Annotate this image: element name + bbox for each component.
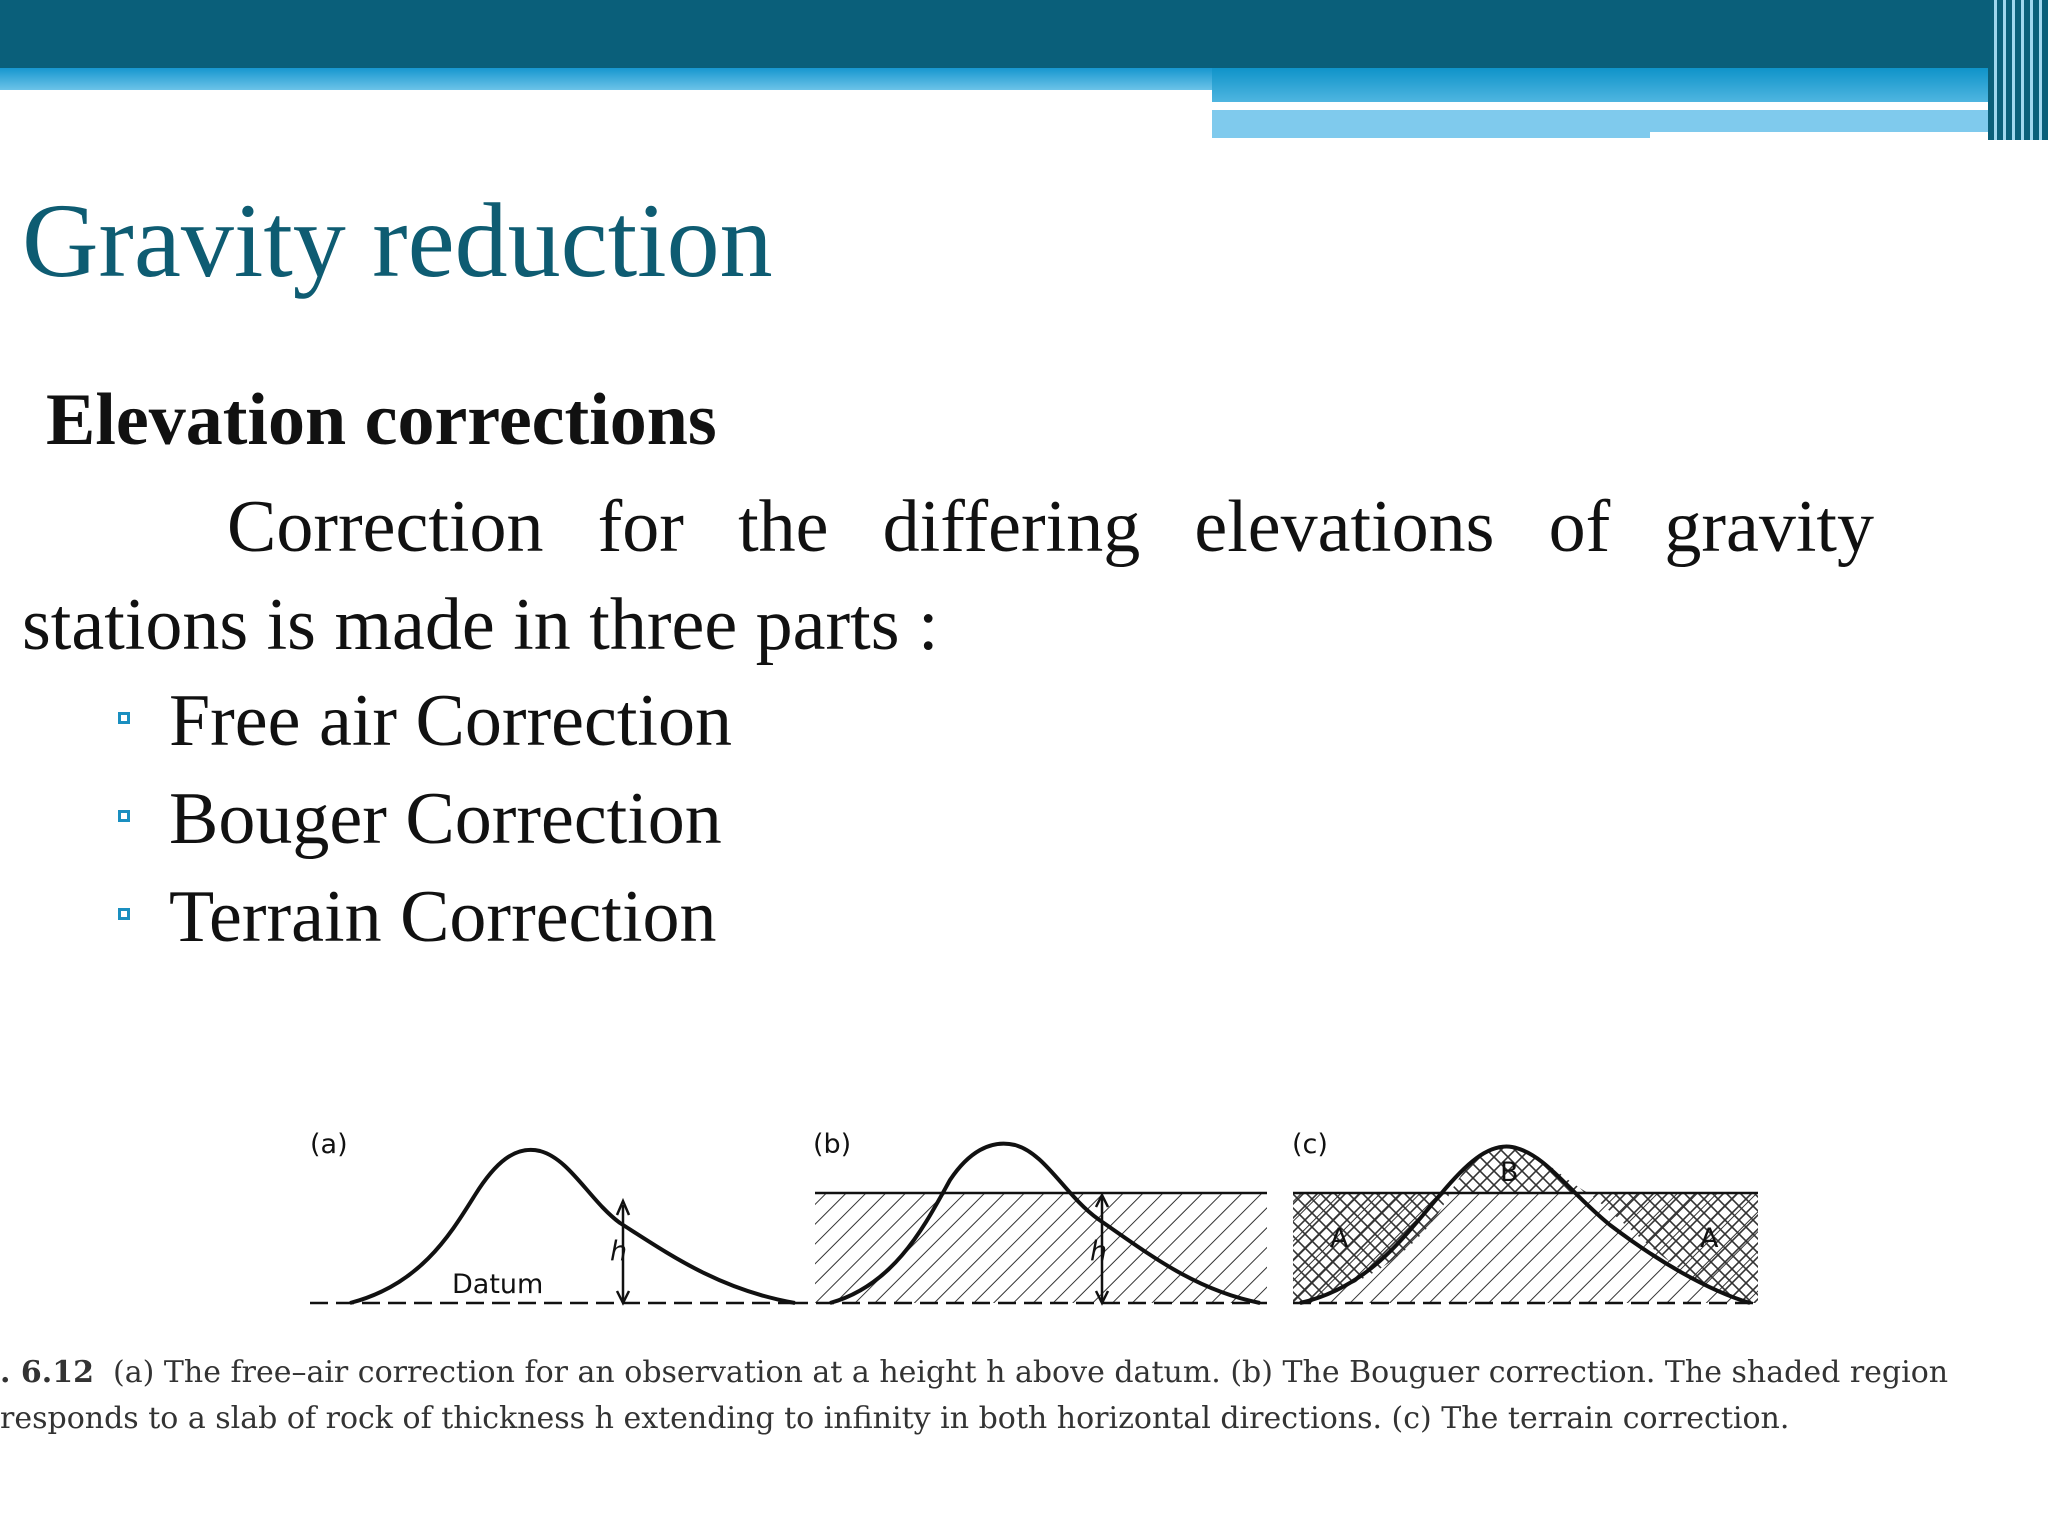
- banner-light-band: [0, 68, 1212, 90]
- square-bullet-icon: [118, 810, 130, 822]
- square-bullet-icon: [118, 712, 130, 724]
- bullet-text: Free air Correction: [169, 680, 732, 762]
- banner-white-stripe: [1212, 102, 2048, 110]
- bullet-text: Terrain Correction: [169, 876, 717, 958]
- banner-vertical-lines: [1988, 0, 2048, 140]
- bouguer-slab: [815, 1193, 1267, 1303]
- slide-title: Gravity reduction: [22, 182, 773, 299]
- bullet-item: [112, 868, 732, 966]
- square-bullet-icon: [118, 908, 130, 920]
- bullet-text: Bouger Correction: [169, 778, 722, 860]
- caption-line-1: [0, 1350, 2048, 1396]
- caption-number: . 6.12: [0, 1355, 94, 1390]
- caption-line-2: [0, 1396, 2048, 1442]
- region-label-a-right: A: [1700, 1223, 1719, 1254]
- region-label-b: B: [1500, 1157, 1519, 1188]
- slide-subtitle: Elevation corrections: [46, 379, 717, 461]
- header-banner: [0, 0, 2048, 140]
- height-label-a: h: [610, 1236, 628, 1267]
- banner-light-band-right: [1212, 68, 2048, 102]
- bullet-item: [112, 672, 732, 770]
- bullet-item: [112, 770, 732, 868]
- panel-label-a: (a): [310, 1129, 348, 1160]
- datum-label: Datum: [452, 1269, 544, 1300]
- height-label-b: h: [1090, 1236, 1108, 1267]
- panel-label-b: (b): [813, 1129, 852, 1160]
- banner-dark-band: [0, 0, 2048, 68]
- bullet-list: [112, 672, 732, 966]
- caption-text-2: responds to a slab of rock of thickness h extending to infinity in both horizontal directions. (c) The terrain correction.: [0, 1401, 1790, 1436]
- topography-profile-a: [350, 1150, 795, 1303]
- caption-text-1: (a) The free–air correction for an observation at a height h above datum. (b) The Bouguer correction. The shaded region: [113, 1355, 1949, 1390]
- panel-label-c: (c): [1292, 1129, 1328, 1160]
- figure-caption: [0, 1350, 2048, 1442]
- region-label-a-left: A: [1330, 1223, 1349, 1254]
- slide-paragraph: Correction for the differing elevations of gravity stations is made in three parts :: [22, 486, 1874, 666]
- elevation-correction-figure: [290, 1115, 1770, 1315]
